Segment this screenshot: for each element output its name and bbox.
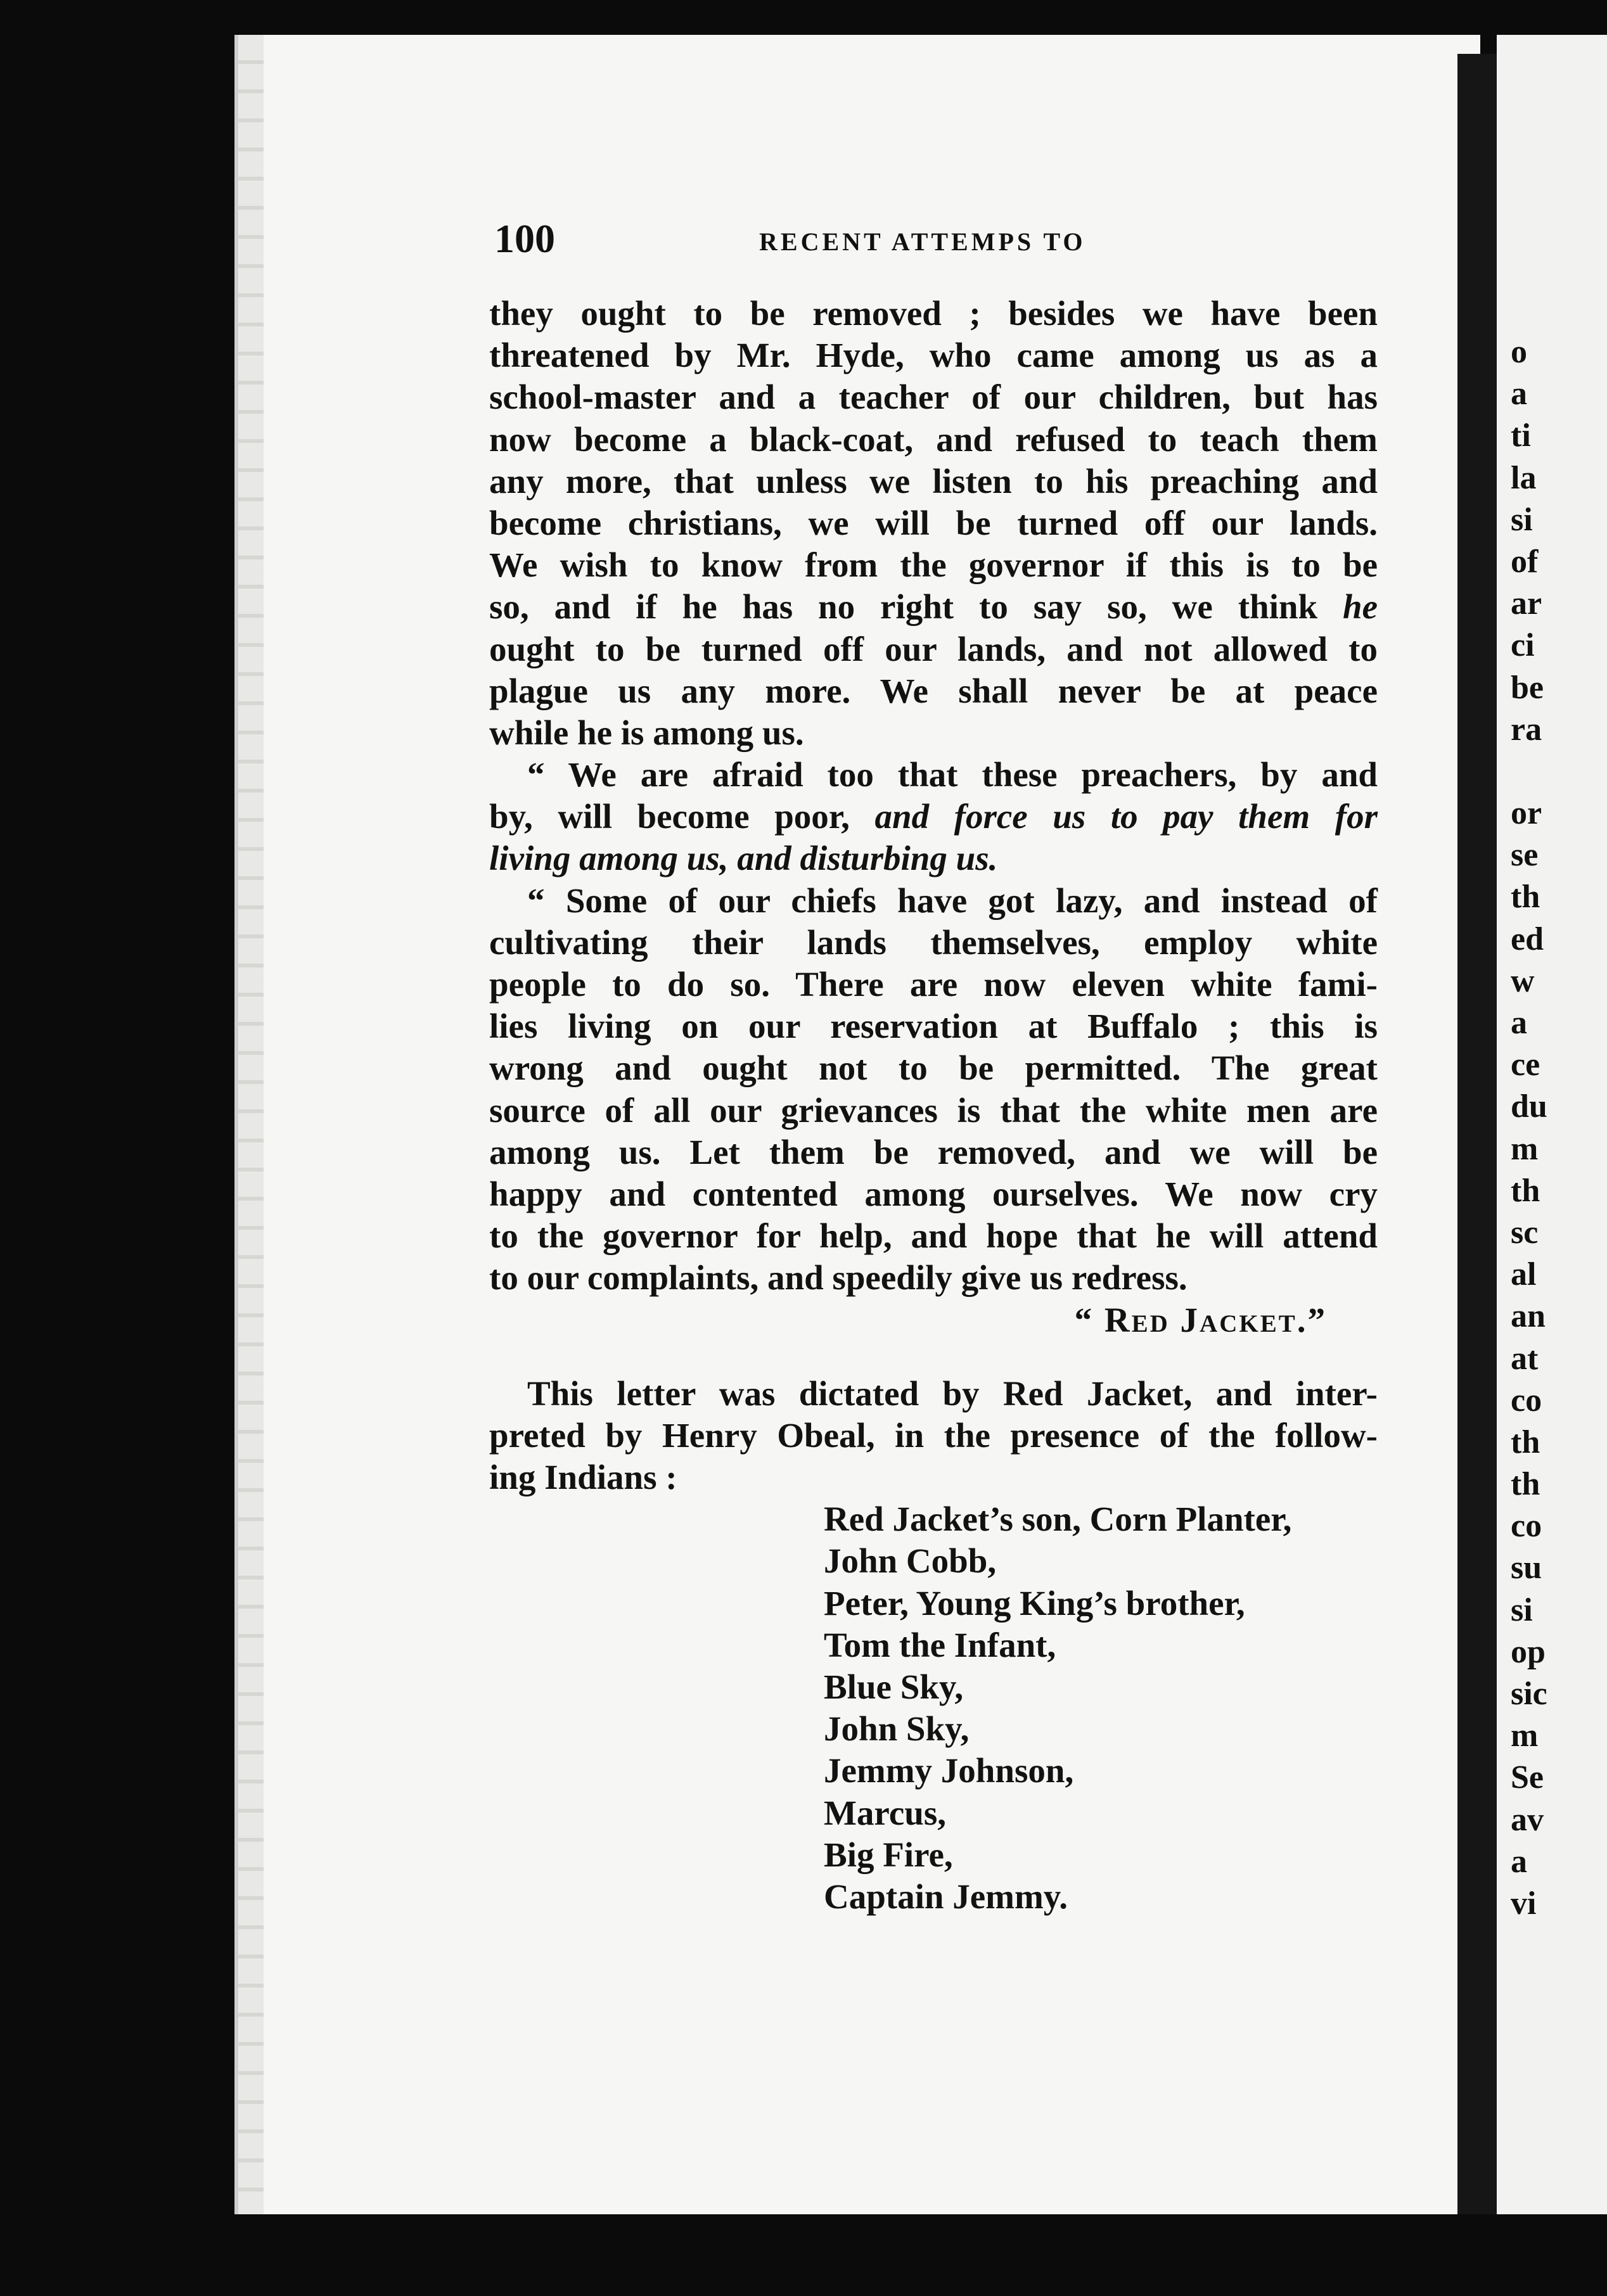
text-line: happy and contented among ourselves. We now cry [489, 1174, 1378, 1213]
facing-page-fragment: of [1511, 543, 1539, 580]
paragraph [489, 293, 1378, 754]
text-line: “ Some of our chiefs have got lazy, and instead of [527, 881, 1378, 920]
facing-page-fragment: Se [1511, 1759, 1544, 1796]
facing-page-fragment: w [1511, 962, 1535, 999]
text-line: ing Indians : [489, 1458, 677, 1497]
facing-page-fragment: o [1511, 334, 1527, 370]
page-header [494, 215, 1375, 266]
facing-page-fragment: ce [1511, 1047, 1540, 1083]
list-item: Captain Jemmy. [824, 1877, 1068, 1916]
list-item: Blue Sky, [824, 1668, 964, 1706]
facing-page-fragment: op [1511, 1633, 1546, 1670]
italic-text: living among us, [489, 839, 729, 878]
list-item: Peter, Young King’s brother, [824, 1583, 1245, 1623]
facing-page-fragment: an [1511, 1298, 1546, 1335]
text-line: wrong and ought not to be permitted. The great [489, 1049, 1378, 1088]
facing-page-fragment: or [1511, 795, 1542, 832]
list-item: John Cobb, [824, 1541, 997, 1581]
italic-text: he [1343, 587, 1378, 627]
text-line: preted by Henry Obeal, in the presence of the follow- [489, 1415, 1378, 1455]
facing-page-fragment: th [1511, 1172, 1540, 1209]
text-line: while he is among us. [489, 713, 804, 752]
facing-page-fragment: ar [1511, 585, 1542, 622]
list-item: Red Jacket’s son, Corn Planter, [824, 1500, 1292, 1539]
facing-page-fragment: sc [1511, 1214, 1539, 1251]
scan-background [0, 2214, 1607, 2296]
text-line: We wish to know from the governor if this is to be [489, 545, 1378, 585]
list-item: John Sky, [824, 1709, 970, 1749]
list-item: Jemmy Johnson, [824, 1751, 1074, 1790]
text-line: cultivating their lands themselves, employ white [489, 922, 1378, 962]
facing-page-fragment: vi [1511, 1885, 1537, 1922]
page-number: 100 [494, 216, 555, 261]
facing-page-fragment: a [1511, 1843, 1527, 1880]
text-line: This letter was dictated by Red Jacket, and inter- [527, 1374, 1378, 1413]
page-edge [238, 35, 264, 2214]
paragraph [489, 1373, 1378, 1499]
text-segment: so, and if he has no right to say so, we think [489, 587, 1318, 627]
text-segment: by, will become poor, [489, 797, 850, 836]
text-line [489, 586, 1378, 628]
facing-page-fragment: a [1511, 1005, 1527, 1041]
paragraph [489, 754, 1378, 880]
facing-page-fragment: al [1511, 1256, 1537, 1293]
names-list [489, 1498, 1378, 1918]
text-line: now become a black-coat, and refused to teach them [489, 419, 1378, 459]
text-line [489, 838, 1378, 879]
facing-page-fragment: si [1511, 1591, 1533, 1628]
facing-page-fragment: la [1511, 459, 1537, 496]
list-item: Big Fire, [824, 1835, 953, 1874]
facing-page-fragment: ci [1511, 627, 1535, 664]
facing-page [1497, 35, 1607, 2214]
text-line: source of all our grievances is that the white men are [489, 1090, 1378, 1130]
running-title: RECENT ATTEMPS TO [759, 227, 1086, 256]
text-line: ought to be turned off our lands, and not allowed to [489, 629, 1378, 668]
facing-page-fragment: at [1511, 1340, 1539, 1377]
spacer [489, 1341, 1378, 1373]
facing-page-fragment: co [1511, 1508, 1542, 1545]
facing-page-fragment: m [1511, 1130, 1539, 1167]
signature: “ Red Jacket.” [1074, 1300, 1327, 1339]
facing-page-fragment: co [1511, 1382, 1542, 1419]
text-line: among us. Let them be removed, and we will be [489, 1132, 1378, 1171]
paragraph [489, 880, 1378, 1299]
facing-page-fragment: ed [1511, 921, 1544, 957]
facing-page-fragment: si [1511, 501, 1533, 538]
text-line: people to do so. There are now eleven white fami- [489, 965, 1378, 1004]
facing-page-fragment: th [1511, 1424, 1540, 1460]
facing-page-fragment: ra [1511, 711, 1542, 748]
facing-page-fragment: ti [1511, 418, 1531, 454]
text-line: any more, that unless we listen to his preaching and [489, 461, 1378, 501]
facing-page-fragment: su [1511, 1550, 1542, 1586]
facing-page-fragment: se [1511, 837, 1539, 874]
list-item: Tom the Infant, [824, 1625, 1056, 1664]
facing-page-fragment: a [1511, 376, 1527, 412]
italic-text: and disturbing us. [737, 839, 998, 878]
text-line: to our complaints, and speedily give us redress. [489, 1258, 1188, 1298]
text-line: school-master and a teacher of our children, but has [489, 378, 1378, 417]
text-line: become christians, we will be turned off our lands. [489, 503, 1378, 542]
facing-page-fragment: be [1511, 669, 1544, 706]
facing-page-fragment: th [1511, 879, 1540, 915]
facing-page-fragment [1511, 751, 1547, 793]
page-body [489, 293, 1378, 1918]
text-line: “ We are afraid too that these preachers, by and [527, 755, 1378, 794]
italic-text: and force us to pay them for [874, 797, 1378, 836]
facing-page-fragment: th [1511, 1466, 1540, 1503]
text-line: to the governor for help, and hope that he will attend [489, 1216, 1378, 1256]
text-line: lies living on our reservation at Buffalo ; this is [489, 1007, 1378, 1046]
facing-page-text [1511, 331, 1547, 1925]
facing-page-fragment: sic [1511, 1676, 1547, 1712]
text-line [489, 796, 1378, 838]
text-line: they ought to be removed ; besides we have been [489, 294, 1378, 333]
facing-page-fragment: av [1511, 1801, 1544, 1838]
list-item: Marcus, [824, 1793, 946, 1832]
text-line: threatened by Mr. Hyde, who came among us as a [489, 336, 1378, 375]
facing-page-fragment: du [1511, 1088, 1547, 1125]
text-line: plague us any more. We shall never be at peace [489, 671, 1378, 710]
facing-page-fragment: m [1511, 1718, 1539, 1754]
book-gutter [1457, 54, 1497, 2214]
